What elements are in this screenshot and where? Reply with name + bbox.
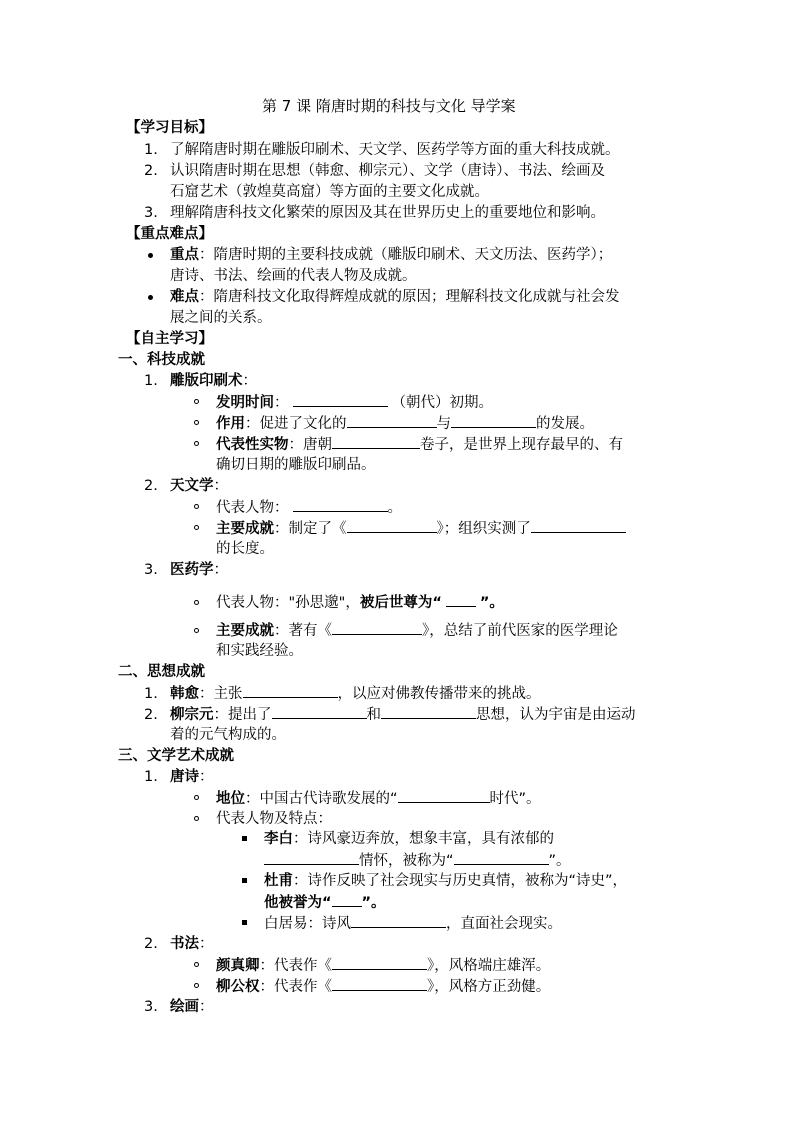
p1-2a-end: 。 xyxy=(387,500,402,516)
p3-1b: 代表人物及特点： xyxy=(216,811,332,827)
blank-field[interactable] xyxy=(293,392,388,407)
bullet-icon xyxy=(148,295,153,300)
p3-1a xyxy=(216,788,541,808)
blank-field[interactable] xyxy=(332,892,362,907)
item-colon: ： xyxy=(242,373,257,389)
item-num: 2. xyxy=(144,478,158,494)
blank-field[interactable] xyxy=(398,788,490,803)
libai-line2 xyxy=(264,850,571,870)
libai-text: ：诗风豪迈奔放，想象丰富，具有浓郁的 xyxy=(293,831,554,847)
p2-1-text: ，以应对佛教传播带来的挑战。 xyxy=(337,686,541,702)
item-num: 1. xyxy=(144,373,158,389)
bai-text: ：诗风 xyxy=(307,916,351,932)
circle-bullet-icon xyxy=(194,399,199,404)
p1-1b-text: 与 xyxy=(436,416,451,432)
part1-heading: 一、科技成就 xyxy=(118,352,205,368)
page-title: 第 7 课 隋唐时期的科技与文化 导学案 xyxy=(262,97,516,115)
blank-field[interactable] xyxy=(347,518,437,533)
circle-bullet-icon xyxy=(194,600,199,605)
blank-field[interactable] xyxy=(332,434,420,449)
item-colon: ： xyxy=(199,936,214,952)
achievement-label: 主要成就 xyxy=(216,623,274,639)
p1-2a xyxy=(216,497,402,517)
p1-3b-text: 》，总结了前代医家的医学理论 xyxy=(422,623,618,639)
p1-1b-text: ：促进了文化的 xyxy=(245,416,347,432)
blank-field[interactable] xyxy=(351,913,446,928)
yan-label: 颜真卿 xyxy=(216,958,260,974)
dufu-text: 他被誉为“ xyxy=(264,895,332,911)
yan-text: 》，风格端庄雄浑。 xyxy=(427,958,551,974)
p3-item-3 xyxy=(144,997,214,1017)
status-label: 地位 xyxy=(216,791,245,807)
artifact-label: 代表性实物 xyxy=(216,437,289,453)
p3-1a-text: 时代”。 xyxy=(489,791,541,807)
item-label: 绘画 xyxy=(170,999,199,1015)
p1-3a-end: ”。 xyxy=(479,595,504,611)
bai-line xyxy=(264,913,562,933)
libai-text: ”。 xyxy=(548,853,571,869)
item-num: 2. xyxy=(144,936,158,952)
blank-field[interactable] xyxy=(454,850,549,865)
p2-2-text: 和 xyxy=(366,707,381,723)
p3-1a-text: ：中国古代诗歌发展的“ xyxy=(245,791,398,807)
item-label: 医药学 xyxy=(170,562,214,578)
blank-field[interactable] xyxy=(347,413,437,428)
key-point-text: ：隋唐时期的主要科技成就（雕版印刷术、天文历法、医药学）； xyxy=(199,247,613,263)
blank-field[interactable] xyxy=(332,620,422,635)
item-label: 唐诗 xyxy=(170,769,199,785)
bai-label: 白居易 xyxy=(264,916,308,932)
item-label: 书法 xyxy=(170,936,199,952)
p2-2-text: ：提出了 xyxy=(213,707,272,723)
liuzongyuan-label: 柳宗元 xyxy=(170,707,214,723)
dufu-line2 xyxy=(264,892,386,912)
item-num: 2. xyxy=(144,707,158,723)
p1-1b xyxy=(216,413,594,433)
yan-line xyxy=(216,955,550,975)
p2-2-text: 思想，认为宇宙是由运动 xyxy=(476,707,636,723)
circle-bullet-icon xyxy=(194,441,199,446)
libai-text: 情怀，被称为“ xyxy=(359,853,454,869)
blank-field[interactable] xyxy=(293,497,388,512)
goal-item-1 xyxy=(144,140,620,160)
p1-2b xyxy=(216,518,626,538)
p1-3a xyxy=(216,592,504,612)
p1-1c xyxy=(216,434,623,454)
p2-1-text: ：主张 xyxy=(199,686,243,702)
p1-item-2 xyxy=(144,476,228,496)
p1-item-3 xyxy=(144,560,228,580)
key-point-line1 xyxy=(170,245,612,265)
p2-item-2-cont: 着的元气构成的。 xyxy=(170,727,286,743)
part3-heading: 三、文学艺术成就 xyxy=(118,748,234,764)
p1-item-1 xyxy=(144,371,257,391)
p3-item-1 xyxy=(144,767,214,787)
item-colon: ： xyxy=(199,999,214,1015)
blank-field[interactable] xyxy=(264,850,359,865)
circle-bullet-icon xyxy=(194,962,199,967)
circle-bullet-icon xyxy=(194,795,199,800)
liu-text: 》，风格方正劲健。 xyxy=(427,979,551,995)
blank-field[interactable] xyxy=(332,955,427,970)
goal-text: 了解隋唐时期在雕版印刷术、天文学、医药学等方面的重大科技成就。 xyxy=(170,142,620,158)
difficult-text: ：隋唐科技文化取得辉煌成就的原因；理解科技文化成就与社会发 xyxy=(199,289,620,305)
goal-num: 2. xyxy=(144,163,158,179)
goal-item-2-cont: 石窟艺术（敦煌莫高窟）等方面的主要文化成就。 xyxy=(170,184,489,200)
bullet-icon xyxy=(148,253,153,258)
libai-label: 李白 xyxy=(264,831,293,847)
item-num: 1. xyxy=(144,769,158,785)
p1-2b-text: 》；组织实测了 xyxy=(436,521,531,537)
p1-1a: 发明时间： （朝代）初期。 xyxy=(216,392,493,412)
blank-field[interactable] xyxy=(332,976,427,991)
goal-num: 3. xyxy=(144,205,158,221)
item-colon: ： xyxy=(213,478,228,494)
p3-item-2 xyxy=(144,934,214,954)
goal-text: 理解隋唐科技文化繁荣的原因及其在世界历史上的重要地位和影响。 xyxy=(170,205,605,221)
blank-field[interactable] xyxy=(381,704,476,719)
item-colon: ： xyxy=(199,769,214,785)
self-study-heading: 【自主学习】 xyxy=(126,331,213,347)
difficult-label: 难点 xyxy=(170,289,199,305)
p1-2b-cont: 的长度。 xyxy=(216,541,274,557)
difficult-line1 xyxy=(170,287,620,307)
invention-time-label: 发明时间 xyxy=(216,395,274,411)
key-heading: 【重点难点】 xyxy=(126,226,213,242)
dufu-label: 杜甫 xyxy=(264,873,293,889)
p1-1c-text: 卷子，是世界上现存最早的、有 xyxy=(420,437,623,453)
difficult-line2: 展之间的关系。 xyxy=(170,310,272,326)
item-num: 1. xyxy=(144,686,158,702)
item-num: 3. xyxy=(144,999,158,1015)
circle-bullet-icon xyxy=(194,983,199,988)
p1-1c-text: ：唐朝 xyxy=(288,437,332,453)
circle-bullet-icon xyxy=(194,525,199,530)
p1-1a-text: （朝代）初期。 xyxy=(391,395,493,411)
circle-bullet-icon xyxy=(194,420,199,425)
libai-line1 xyxy=(264,829,554,849)
item-label: 天文学 xyxy=(170,478,214,494)
p1-3a-bold: 被后世尊为“ xyxy=(359,595,442,611)
goal-num: 1. xyxy=(144,142,158,158)
part2-heading: 二、思想成就 xyxy=(118,664,205,680)
p1-2b-text: ：制定了《 xyxy=(274,521,347,537)
key-point-label: 重点 xyxy=(170,247,199,263)
circle-bullet-icon xyxy=(194,504,199,509)
circle-bullet-icon xyxy=(194,628,199,633)
goals-heading: 【学习目标】 xyxy=(126,120,213,136)
square-bullet-icon xyxy=(242,920,247,925)
hanyu-label: 韩愈 xyxy=(170,686,199,702)
square-bullet-icon xyxy=(242,878,247,883)
circle-bullet-icon xyxy=(194,816,199,821)
p1-2a-text: 代表人物： xyxy=(216,500,289,516)
dufu-text: ：诗作反映了社会现实与历史真情，被称为“诗史”， xyxy=(293,873,628,889)
yan-text: ：代表作《 xyxy=(259,958,332,974)
liu-line xyxy=(216,976,550,996)
achievement-label: 主要成就 xyxy=(216,521,274,537)
blank-field[interactable] xyxy=(531,518,626,533)
effect-label: 作用 xyxy=(216,416,245,432)
square-bullet-icon xyxy=(242,836,247,841)
blank-field[interactable] xyxy=(446,592,476,607)
bai-text: ，直面社会现实。 xyxy=(446,916,562,932)
p1-3b xyxy=(216,620,618,640)
item-label: 雕版印刷术 xyxy=(170,373,243,389)
p1-3a-text: 代表人物："孙思邈"， xyxy=(216,595,360,611)
p1-1c-cont: 确切日期的雕版印刷品。 xyxy=(216,457,376,473)
goal-text: 认识隋唐时期在思想（韩愈、柳宗元）、文学（唐诗）、书法、绘画及 xyxy=(170,163,605,179)
p1-3b-text: ：著有《 xyxy=(274,623,332,639)
goal-item-2 xyxy=(144,161,605,181)
blank-field[interactable] xyxy=(272,704,367,719)
p1-1b-text: 的发展。 xyxy=(536,416,594,432)
p2-item-2 xyxy=(144,704,636,724)
liu-text: ：代表作《 xyxy=(259,979,332,995)
item-num: 3. xyxy=(144,562,158,578)
blank-field[interactable] xyxy=(243,683,338,698)
goal-item-3 xyxy=(144,203,605,223)
dufu-line1 xyxy=(264,871,627,891)
key-point-line2: 唐诗、书法、绘画的代表人物及成就。 xyxy=(170,268,417,284)
p2-item-1 xyxy=(144,683,541,703)
item-colon: ： xyxy=(213,562,228,578)
blank-field[interactable] xyxy=(451,413,536,428)
liu-label: 柳公权 xyxy=(216,979,260,995)
dufu-text: ”。 xyxy=(361,895,386,911)
p1-3b-cont: 和实践经验。 xyxy=(216,643,303,659)
